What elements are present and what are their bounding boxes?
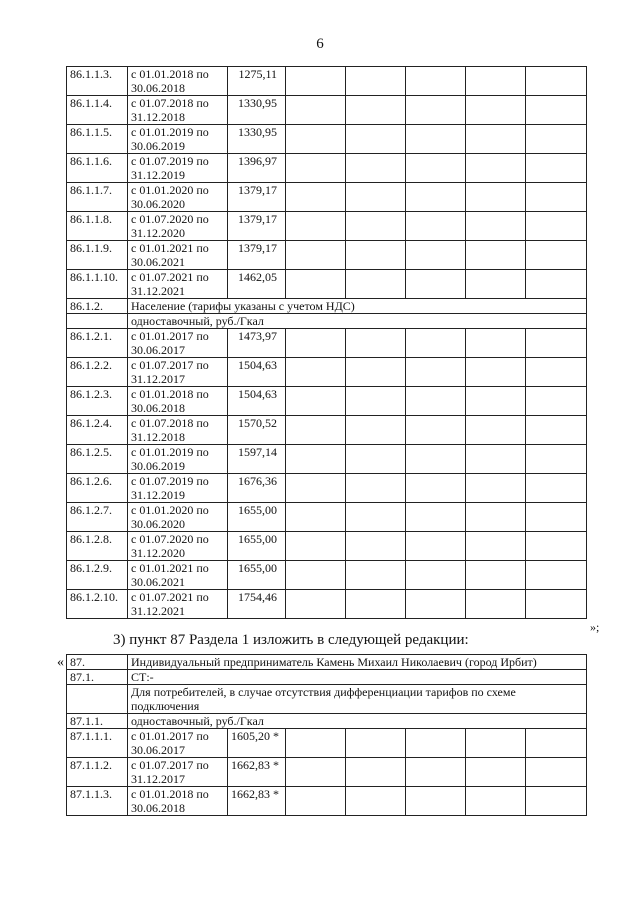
empty-cell: [346, 787, 406, 816]
empty-cell: [526, 67, 587, 96]
empty-cell: [466, 729, 526, 758]
empty-cell: [526, 503, 587, 532]
empty-cell: [346, 758, 406, 787]
tariff-row: [67, 67, 587, 96]
empty-cell: [526, 590, 587, 619]
empty-cell: [346, 729, 406, 758]
empty-cell: [466, 474, 526, 503]
empty-cell: [286, 154, 346, 183]
value-cell: 1605,20 *: [228, 729, 286, 758]
tariff-row: [67, 358, 587, 387]
empty-cell: [466, 183, 526, 212]
empty-cell: [526, 329, 587, 358]
empty-cell: [286, 729, 346, 758]
empty-cell: [406, 241, 466, 270]
empty-cell: [406, 67, 466, 96]
empty-cell: [346, 590, 406, 619]
row-code: 86.1.2.: [67, 299, 128, 314]
empty-cell: [526, 387, 587, 416]
value-cell: 1570,52: [228, 416, 286, 445]
st-row: [67, 670, 587, 685]
empty-cell: [286, 387, 346, 416]
row-code: 86.1.1.8.: [67, 212, 128, 241]
period-cell: с 01.07.2019 по 31.12.2019: [128, 474, 228, 503]
empty-cell: [406, 387, 466, 416]
opening-quote: «: [57, 655, 64, 670]
tariff-row: [67, 125, 587, 154]
tariff-row: [67, 445, 587, 474]
empty-cell: [466, 387, 526, 416]
subtitle-row: [67, 714, 587, 729]
empty-cell: [466, 329, 526, 358]
row-code: 86.1.1.6.: [67, 154, 128, 183]
period-cell: с 01.01.2019 по 30.06.2019: [128, 125, 228, 154]
empty-cell: [526, 532, 587, 561]
row-code: 87.1.1.1.: [67, 729, 128, 758]
row-code: 86.1.2.1.: [67, 329, 128, 358]
period-cell: с 01.07.2020 по 31.12.2020: [128, 532, 228, 561]
row-code: 87.1.1.: [67, 714, 128, 729]
empty-cell: [406, 358, 466, 387]
empty-cell: [466, 154, 526, 183]
empty-cell: [406, 445, 466, 474]
empty-cell: [286, 125, 346, 154]
value-cell: 1504,63: [228, 358, 286, 387]
row-code: 86.1.2.7.: [67, 503, 128, 532]
sub-label: одноставочный, руб./Гкал: [128, 714, 587, 729]
period-cell: с 01.01.2017 по 30.06.2017: [128, 729, 228, 758]
row-code: 86.1.1.10.: [67, 270, 128, 299]
empty-cell: [466, 561, 526, 590]
empty-cell: [286, 96, 346, 125]
page-number: 6: [316, 36, 324, 52]
period-cell: с 01.07.2018 по 31.12.2018: [128, 96, 228, 125]
value-cell: 1754,46: [228, 590, 286, 619]
empty-cell: [346, 329, 406, 358]
empty-cell: [466, 787, 526, 816]
period-cell: с 01.07.2021 по 31.12.2021: [128, 590, 228, 619]
empty-cell: [346, 154, 406, 183]
empty-cell: [346, 270, 406, 299]
empty-cell: [406, 758, 466, 787]
tariff-row: [67, 561, 587, 590]
empty-cell: [406, 125, 466, 154]
section-title: Население (тарифы указаны с учетом НДС): [128, 299, 587, 314]
row-code: 86.1.2.6.: [67, 474, 128, 503]
row-code: 86.1.2.10.: [67, 590, 128, 619]
empty-cell: [466, 212, 526, 241]
period-cell: с 01.01.2018 по 30.06.2018: [128, 67, 228, 96]
tariff-row: [67, 329, 587, 358]
section-row: [67, 299, 587, 314]
closing-quote: »;: [590, 620, 600, 634]
tariff-row: [67, 212, 587, 241]
header-row: [67, 655, 587, 670]
empty-cell: [346, 212, 406, 241]
empty-cell: [346, 125, 406, 154]
value-cell: 1379,17: [228, 183, 286, 212]
tariff-row: [67, 270, 587, 299]
empty-cell: [406, 532, 466, 561]
row-code: 87.1.1.2.: [67, 758, 128, 787]
value-cell: 1473,97: [228, 329, 286, 358]
empty-cell: [346, 67, 406, 96]
empty-cell: [346, 474, 406, 503]
row-code: 86.1.1.3.: [67, 67, 128, 96]
instruction-text: 3) пункт 87 Раздела 1 изложить в следующей редакции:: [113, 632, 469, 648]
empty-cell: [406, 561, 466, 590]
empty-cell: [286, 416, 346, 445]
row-code: 86.1.1.5.: [67, 125, 128, 154]
period-cell: с 01.01.2020 по 30.06.2020: [128, 503, 228, 532]
value-cell: 1379,17: [228, 212, 286, 241]
period-cell: с 01.01.2021 по 30.06.2021: [128, 241, 228, 270]
empty-cell: [466, 503, 526, 532]
period-cell: с 01.07.2017 по 31.12.2017: [128, 758, 228, 787]
tariff-row: [67, 241, 587, 270]
empty-cell: [466, 270, 526, 299]
consumers-text: Для потребителей, в случае отсутствия дифференциации тарифов по схеме подключения: [128, 685, 587, 714]
value-cell: 1504,63: [228, 387, 286, 416]
value-cell: 1655,00: [228, 503, 286, 532]
row-code: 86.1.2.5.: [67, 445, 128, 474]
value-cell: 1275,11: [228, 67, 286, 96]
empty-cell: [286, 212, 346, 241]
empty-cell: [526, 154, 587, 183]
empty-cell: [286, 590, 346, 619]
row-code: 86.1.1.7.: [67, 183, 128, 212]
value-cell: 1396,97: [228, 154, 286, 183]
value-cell: 1655,00: [228, 561, 286, 590]
period-cell: с 01.01.2021 по 30.06.2021: [128, 561, 228, 590]
tariff-row: [67, 758, 587, 787]
empty-cell: [466, 241, 526, 270]
consumers-row: [67, 685, 587, 714]
tariff-row: [67, 787, 587, 816]
row-code: 87.1.1.3.: [67, 787, 128, 816]
empty-cell: [466, 358, 526, 387]
empty-cell: [406, 270, 466, 299]
empty-cell: [526, 416, 587, 445]
value-cell: 1676,36: [228, 474, 286, 503]
empty-cell: [286, 270, 346, 299]
empty-cell: [526, 125, 587, 154]
empty-cell: [346, 561, 406, 590]
empty-cell: [286, 67, 346, 96]
section-subtitle-row: [67, 314, 587, 329]
period-cell: с 01.07.2019 по 31.12.2019: [128, 154, 228, 183]
row-code: 86.1.2.3.: [67, 387, 128, 416]
empty-cell: [466, 96, 526, 125]
period-cell: с 01.07.2021 по 31.12.2021: [128, 270, 228, 299]
tariff-row: [67, 590, 587, 619]
st-label: СТ:-: [128, 670, 587, 685]
value-cell: 1462,05: [228, 270, 286, 299]
empty-cell: [346, 387, 406, 416]
header-title: Индивидуальный предприниматель Камень Михаил Николаевич (город Ирбит): [128, 655, 587, 670]
value-cell: 1330,95: [228, 125, 286, 154]
empty-cell: [346, 241, 406, 270]
empty-cell: [406, 590, 466, 619]
empty-cell: [346, 96, 406, 125]
row-code: 86.1.2.8.: [67, 532, 128, 561]
tariff-row: [67, 387, 587, 416]
empty-cell: [526, 787, 587, 816]
row-code: 86.1.2.2.: [67, 358, 128, 387]
period-cell: с 01.01.2020 по 30.06.2020: [128, 183, 228, 212]
tariff-row: [67, 183, 587, 212]
tariff-row: [67, 503, 587, 532]
value-cell: 1379,17: [228, 241, 286, 270]
empty-cell: [526, 445, 587, 474]
empty-cell: [406, 503, 466, 532]
tariff-row: [67, 416, 587, 445]
row-code: 86.1.1.9.: [67, 241, 128, 270]
empty-cell: [466, 532, 526, 561]
row-code: 87.: [67, 655, 128, 670]
empty-cell: [466, 590, 526, 619]
period-cell: с 01.07.2018 по 31.12.2018: [128, 416, 228, 445]
empty-cell: [286, 241, 346, 270]
value-cell: 1597,14: [228, 445, 286, 474]
row-code: 86.1.2.9.: [67, 561, 128, 590]
value-cell: 1662,83 *: [228, 758, 286, 787]
section-subtitle: одноставочный, руб./Гкал: [128, 314, 587, 329]
empty-cell: [406, 212, 466, 241]
empty-cell: [406, 474, 466, 503]
period-cell: с 01.01.2018 по 30.06.2018: [128, 787, 228, 816]
empty-cell: [406, 329, 466, 358]
empty-cell: [286, 445, 346, 474]
empty-cell: [286, 474, 346, 503]
empty-cell: [406, 183, 466, 212]
empty-cell: [406, 729, 466, 758]
period-cell: с 01.01.2019 по 30.06.2019: [128, 445, 228, 474]
empty-cell: [406, 96, 466, 125]
empty-cell: [286, 503, 346, 532]
empty-cell: [526, 183, 587, 212]
empty-cell: [526, 96, 587, 125]
empty-cell: [526, 358, 587, 387]
empty-cell: [526, 729, 587, 758]
period-cell: с 01.01.2017 по 30.06.2017: [128, 329, 228, 358]
empty-cell: [286, 329, 346, 358]
empty-cell: [466, 67, 526, 96]
tariff-row: [67, 96, 587, 125]
empty-cell: [346, 445, 406, 474]
empty-cell: [526, 241, 587, 270]
empty-cell: [286, 787, 346, 816]
empty-cell: [466, 445, 526, 474]
tariff-row: [67, 154, 587, 183]
tariff-table-86: [66, 66, 587, 619]
tariff-row: [67, 474, 587, 503]
empty-cell: [406, 154, 466, 183]
empty-cell: [466, 125, 526, 154]
empty-cell: [346, 532, 406, 561]
row-code: 86.1.2.4.: [67, 416, 128, 445]
period-cell: с 01.07.2020 по 31.12.2020: [128, 212, 228, 241]
tariff-row: [67, 532, 587, 561]
value-cell: 1655,00: [228, 532, 286, 561]
period-cell: с 01.07.2017 по 31.12.2017: [128, 358, 228, 387]
value-cell: 1330,95: [228, 96, 286, 125]
empty-cell: [346, 183, 406, 212]
empty-cell: [286, 758, 346, 787]
empty-cell: [466, 758, 526, 787]
empty-cell: [406, 416, 466, 445]
empty-cell: [526, 212, 587, 241]
empty-cell: [526, 561, 587, 590]
empty-cell: [286, 532, 346, 561]
empty-cell: [406, 787, 466, 816]
period-cell: с 01.01.2018 по 30.06.2018: [128, 387, 228, 416]
empty-cell: [526, 270, 587, 299]
value-cell: 1662,83 *: [228, 787, 286, 816]
empty-cell: [286, 183, 346, 212]
row-code: 87.1.: [67, 670, 128, 685]
empty-cell: [526, 474, 587, 503]
empty-cell: [286, 561, 346, 590]
tariff-table-87: [66, 654, 587, 816]
empty-cell: [466, 416, 526, 445]
empty-cell: [346, 416, 406, 445]
empty-cell: [346, 503, 406, 532]
empty-cell: [526, 758, 587, 787]
tariff-row: [67, 729, 587, 758]
empty-cell: [346, 358, 406, 387]
empty-cell: [286, 358, 346, 387]
row-code: 86.1.1.4.: [67, 96, 128, 125]
